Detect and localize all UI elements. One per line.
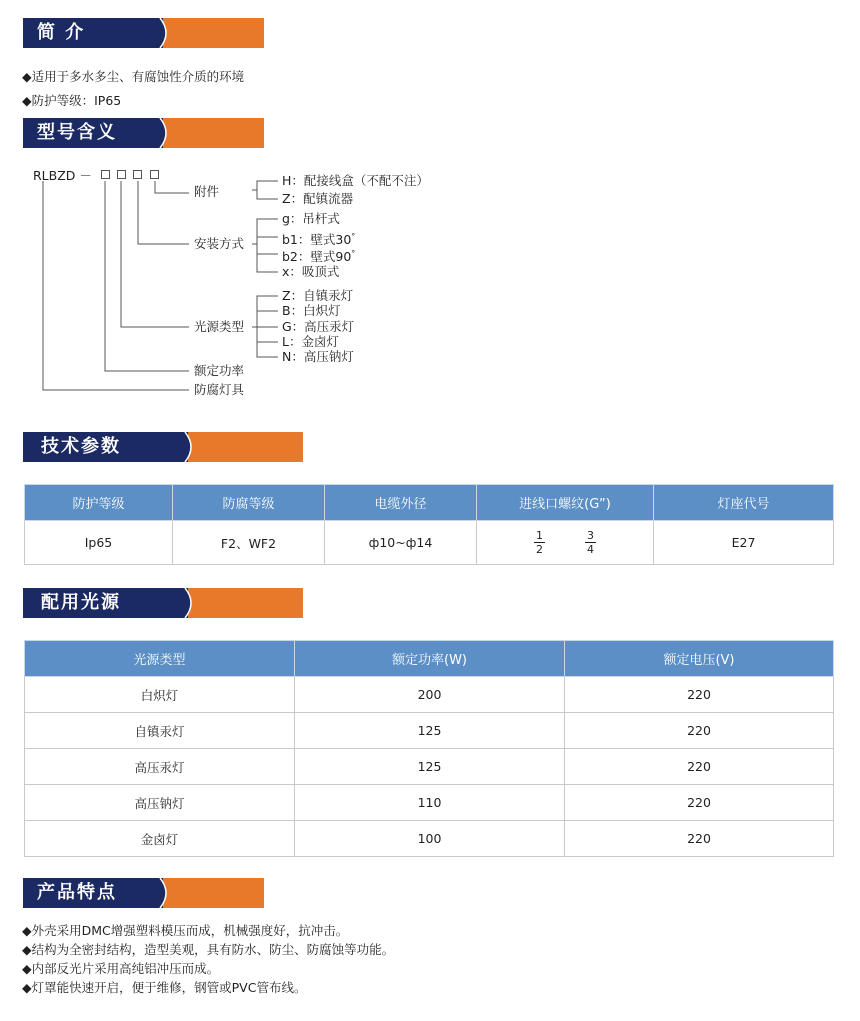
table-cell: 220 <box>565 821 834 857</box>
diamond-bullet-icon: ◆ <box>22 93 32 108</box>
table-cell <box>477 521 654 565</box>
table-cell: 自镇汞灯 <box>25 713 295 749</box>
table-cell: E27 <box>654 521 834 565</box>
model-code-connector-lines <box>0 0 460 400</box>
intro-item: ◆防护等级：IP65 <box>22 93 122 108</box>
group-label-mount: 安装方式 <box>194 236 245 251</box>
group-label-lamp: 防腐灯具 <box>194 382 245 397</box>
degree-mark: ° <box>351 232 356 241</box>
diamond-bullet-icon: ◆ <box>22 961 32 976</box>
mount-option: g：吊杆式 <box>282 211 340 226</box>
table-row <box>25 713 834 749</box>
section-banner-features <box>23 878 264 908</box>
group-label-source: 光源类型 <box>194 319 245 334</box>
table-cell: F2、WF2 <box>173 521 325 565</box>
table-cell: 100 <box>295 821 565 857</box>
section-title-tech: 技术参数 <box>41 436 121 457</box>
diamond-bullet-icon: ◆ <box>22 923 32 938</box>
group-label-accessory: 附件 <box>194 184 220 199</box>
thread-fraction: $\frac{1}{2}$ <box>536 529 543 556</box>
table-cell: 200 <box>295 677 565 713</box>
table-header-cell: 防护等级 <box>25 485 173 521</box>
thread-fraction: $\frac{3}{4}$ <box>586 529 594 556</box>
table-header-cell: 进线口螺纹(G”) <box>477 485 654 521</box>
table-cell: 220 <box>565 713 834 749</box>
source-option: L：金卤灯 <box>282 334 339 349</box>
light-source-table <box>24 640 834 857</box>
section-title-features: 产品特点 <box>37 882 117 903</box>
table-header-cell: 额定电压(V) <box>565 641 834 677</box>
table-cell: 125 <box>295 713 565 749</box>
tech-params-table <box>24 484 834 565</box>
diamond-bullet-icon: ◆ <box>22 980 32 995</box>
feature-item: ◆外壳采用DMC增强塑料模压而成，机械强度好，抗冲击。 <box>22 923 349 938</box>
table-cell: 220 <box>565 785 834 821</box>
mount-option: b2：壁式90° <box>282 249 356 265</box>
accessory-option: Z：配镇流器 <box>282 191 354 206</box>
table-cell: Ip65 <box>25 521 173 565</box>
table-header-cell: 电缆外径 <box>325 485 477 521</box>
mount-option: b1：壁式30° <box>282 232 356 248</box>
section-title-light: 配用光源 <box>41 592 121 613</box>
table-cell: 白炽灯 <box>25 677 295 713</box>
section-banner-tech <box>23 432 303 462</box>
model-code: RLBZD － <box>33 168 92 183</box>
diamond-bullet-icon: ◆ <box>22 69 32 84</box>
feature-item: ◆结构为全密封结构，造型美观，具有防水、防尘、防腐蚀等功能。 <box>22 942 395 957</box>
table-header-cell: 额定功率(W) <box>295 641 565 677</box>
source-option: B：白炽灯 <box>282 303 341 318</box>
section-title-intro: 简 介 <box>37 22 86 43</box>
source-option: Z：自镇汞灯 <box>282 288 354 303</box>
table-cell: 高压汞灯 <box>25 749 295 785</box>
table-header-cell: 光源类型 <box>25 641 295 677</box>
section-title-model: 型号含义 <box>37 122 117 143</box>
table-header-row <box>25 485 834 521</box>
diamond-bullet-icon: ◆ <box>22 942 32 957</box>
table-cell: 高压钠灯 <box>25 785 295 821</box>
table-row <box>25 749 834 785</box>
table-row <box>25 785 834 821</box>
table-cell: 220 <box>565 677 834 713</box>
section-banner-light <box>23 588 303 618</box>
table-header-row <box>25 641 834 677</box>
table-cell: 125 <box>295 749 565 785</box>
mount-option: x：吸顶式 <box>282 264 340 279</box>
table-header-cell: 灯座代号 <box>654 485 834 521</box>
accessory-option: H：配接线盒（不配不注） <box>282 173 429 188</box>
table-cell: ф10~ф14 <box>325 521 477 565</box>
group-label-power: 额定功率 <box>194 363 245 378</box>
feature-item: ◆灯罩能快速开启，便于维修，钢管或PVC管布线。 <box>22 980 307 995</box>
table-cell: 220 <box>565 749 834 785</box>
table-row <box>25 821 834 857</box>
intro-item: ◆适用于多水多尘、有腐蚀性介质的环境 <box>22 69 245 84</box>
table-row <box>25 521 834 565</box>
source-option: N：高压钠灯 <box>282 349 354 364</box>
source-option: G：高压汞灯 <box>282 319 355 334</box>
table-cell: 110 <box>295 785 565 821</box>
feature-item: ◆内部反光片采用高纯铝冲压而成。 <box>22 961 220 976</box>
table-header-cell: 防腐等级 <box>173 485 325 521</box>
degree-mark: ° <box>351 249 356 258</box>
table-cell: 金卤灯 <box>25 821 295 857</box>
table-row <box>25 677 834 713</box>
